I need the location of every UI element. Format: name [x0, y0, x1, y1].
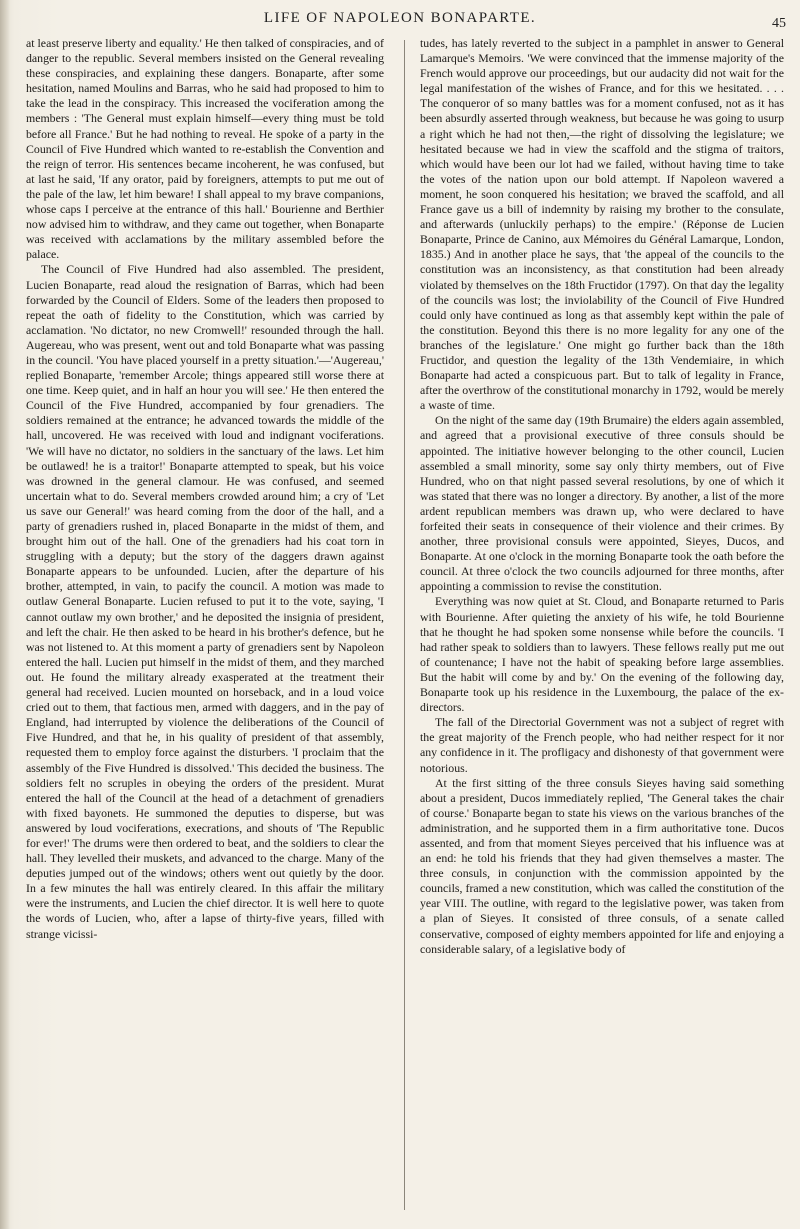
binding-gutter-shadow — [0, 0, 10, 1229]
paragraph: The fall of the Directorial Government was not a subject of regret with the great majority of the French people, who had neither respect for it nor any confidence in it. The profligacy and dishonesty of that government were notorious. — [420, 715, 784, 775]
paragraph: tudes, has lately reverted to the subject in a pamphlet in answer to General Lamarque's Memoirs. 'We were convinced that the immense majority of the French would approve our proceedings, but our audacity did not wait for the legal manifestation of the wishes of France, and for this we hesitated. . . . The conqueror of so many battles was for a moment confused, not as it has been absurdly asserted through weakness, but because he was going to usurp a right which he had not then,—the right of dissolving the legislature; we hesitated because we had in view the scaffold and the stigma of traitors, which would have been our lot had we failed, without having time to take the votes of the nation upon our bold attempt. If Napoleon wavered a moment, he soon conquered his hesitation; we braved the scaffold, and all France gave us a bill of indemnity by raising my brother to the consulate, and afterwards (unluckily perhaps) to the empire.' (Réponse de Lucien Bonaparte, Prince de Canino, aux Mémoires du Général Lamarque, London, 1835.) And in another place he says, that 'the appeal of the councils to the constitution was an inconsistency, as that constitution had been already violated by themselves on the 18th Fructidor (1797). On that day the legality of the councils was lost; the inviolability of the Council of Five Hundred could only have continued as long as that assembly kept within the pale of the constitution. Beyond this there is no more legality for any one of the branches of the legislature.' One might go further back than the 18th Fructidor, and question the legality of the 13th Vendemiaire, in which Bonaparte had acted a conspicuous part. But to talk of legality in France, after the overthrow of the constitutional monarchy in 1792, would be merely a waste of time. — [420, 36, 784, 413]
right-text-column — [420, 36, 784, 1221]
paragraph: Everything was now quiet at St. Cloud, and Bonaparte returned to Paris with Bourienne. After quieting the anxiety of his wife, he told Bourienne that he thought he had spoken some nonsense while before the councils. 'I had rather speak to soldiers than to lawyers. These fellows really put me out of countenance; I have not the habit of speaking before large assemblies. But the habit will come by and by.' On the evening of the following day, Bonaparte took up his residence in the Luxembourg, the palace of the ex-directors. — [420, 594, 784, 715]
paragraph: The Council of Five Hundred had also assembled. The president, Lucien Bonaparte, read aloud the resignation of Barras, which had been forwarded by the Council of Elders. Some of the leaders then proposed to repeat the oath of fidelity to the Constitution, which was carried by acclamation. 'No dictator, no new Cromwell!' resounded through the hall. Augereau, who was present, went out and told Bonaparte what was passing in the council. 'You have placed yourself in a pretty situation.'—'Augereau,' replied Bonaparte, 'remember Arcole; things appeared still worse there at one time. Keep quiet, and in half an hour you will see.' He then entered the Council of the Five Hundred, accompanied by four grenadiers. The soldiers remained at the entrance; he advanced towards the middle of the hall, uncovered. He was received with loud and indignant vociferations. 'We will have no dictator, no soldiers in the sanctuary of the laws. Let him be outlawed! he is a traitor!' Bonaparte attempted to speak, but his voice was drowned in the general clamour. He was confused, and seemed uncertain what to do. Several members crowded around him; a cry of 'Let us save our General!' was heard coming from the door of the hall, and a party of grenadiers rushed in, placed Bonaparte in the midst of them, and brought him out of the hall. One of the grenadiers had his coat torn in struggling with a deputy; but the story of the daggers drawn against Bonaparte appears to be unfounded. Lucien, after the departure of his brother, attempted, in vain, to pacify the council. A motion was made to outlaw General Bonaparte. Lucien refused to put it to the vote, saying, 'I cannot outlaw my own brother,' and he deposited the insignia of president, and left the chair. He then asked to be heard in his brother's defence, but he was not listened to. At this moment a party of grenadiers sent by Napoleon entered the hall. Lucien put himself in the midst of them, and they marched out. He found the military already exasperated at the treatment their general had received. Lucien mounted on horseback, and in a loud voice cried out to them, that factious men, armed with daggers, and in the pay of England, had interrupted by violence the deliberations of the Council of Five Hundred, and that he, in his quality of president of that assembly, requested them to employ force against the disturbers. 'I proclaim that the assembly of the Five Hundred is dissolved.' This decided the business. The soldiers felt no scruples in obeying the orders of the president. Murat entered the hall of the Council at the head of a detachment of grenadiers with fixed bayonets. He summoned the deputies to disperse, but was answered by loud vociferations, execrations, and shouts of 'The Republic for ever!' The drums were then ordered to beat, and the soldiers to clear the hall. They levelled their muskets, and advanced to the charge. Many of the deputies jumped out of the windows; others went out quietly by the door. In a few minutes the hall was entirely cleared. In this affair the military were the instruments, and Lucien the chief director. It is well here to quote the words of Lucien, who, after a lapse of thirty-five years, filled with strange vicissi- — [26, 262, 384, 941]
paragraph: On the night of the same day (19th Brumaire) the elders again assembled, and agreed that a provisional executive of three consuls should be appointed. The initiative however belonging to the other council, Lucien assembled a small minority, some say only thirty members, out of Five Hundred, who on that night passed several resolutions, by one of which it was stated that there was no longer a directory. By another, a list of the more ardent republican members was drawn up, who were declared to have forfeited their seats in consequence of their violence and their crimes. By another, three provisional consuls were appointed, Sieyes, Ducos, and Bonaparte. At one o'clock in the morning Bonaparte took the oath before the council. At three o'clock the two councils adjourned for three months, after appointing a commission to revise the constitution. — [420, 413, 784, 594]
paragraph: At the first sitting of the three consuls Sieyes having said something about a president, Ducos immediately replied, 'The General takes the chair of course.' Bonaparte began to state his views on the various branches of the administration, and he supported them in a firm authoritative tone. Ducos assented, and from that moment Sieyes perceived that his influence was at an end: he told his friends that they had given themselves a master. The three consuls, in conjunction with the commission appointed by the councils, framed a new constitution, which was called the constitution of the year VIII. The outline, with regard to the legislative power, was taken from a plan of Sieyes. It consisted of three consuls, of a senate called conservative, composed of eighty members appointed for life and enjoying a considerable salary, of a legislative body of — [420, 775, 784, 956]
running-title: LIFE OF NAPOLEON BONAPARTE. — [263, 10, 537, 26]
paragraph: at least preserve liberty and equality.' He then talked of conspiracies, and of danger to the republic. Several members insisted on the General revealing these conspiracies, and explaining these dangers. Bonaparte, after some hesitation, named Moulins and Barras, who he said had proposed to him to take the lead in the conspiracy. This increased the vociferation among the members : 'The General must explain himself—every thing must be told before all France.' But he had nothing to reveal. He spoke of a party in the Council of Five Hundred which wanted to re-establish the Convention and the reign of terror. His sentences became incoherent, he was confused, but at last he said, 'If any orator, paid by foreigners, attempts to put me out of the pale of the law, let him beware! I shall appeal to my brave companions, whose caps I perceive at the entrance of this hall.' Bourienne and Berthier now advised him to withdraw, and they came out together, when Bonaparte was received with acclamations by the military assembled before the palace. — [26, 36, 384, 262]
left-text-column — [26, 36, 384, 1221]
running-head — [0, 10, 800, 32]
page-number: 45 — [772, 16, 786, 31]
column-divider — [404, 40, 405, 1210]
